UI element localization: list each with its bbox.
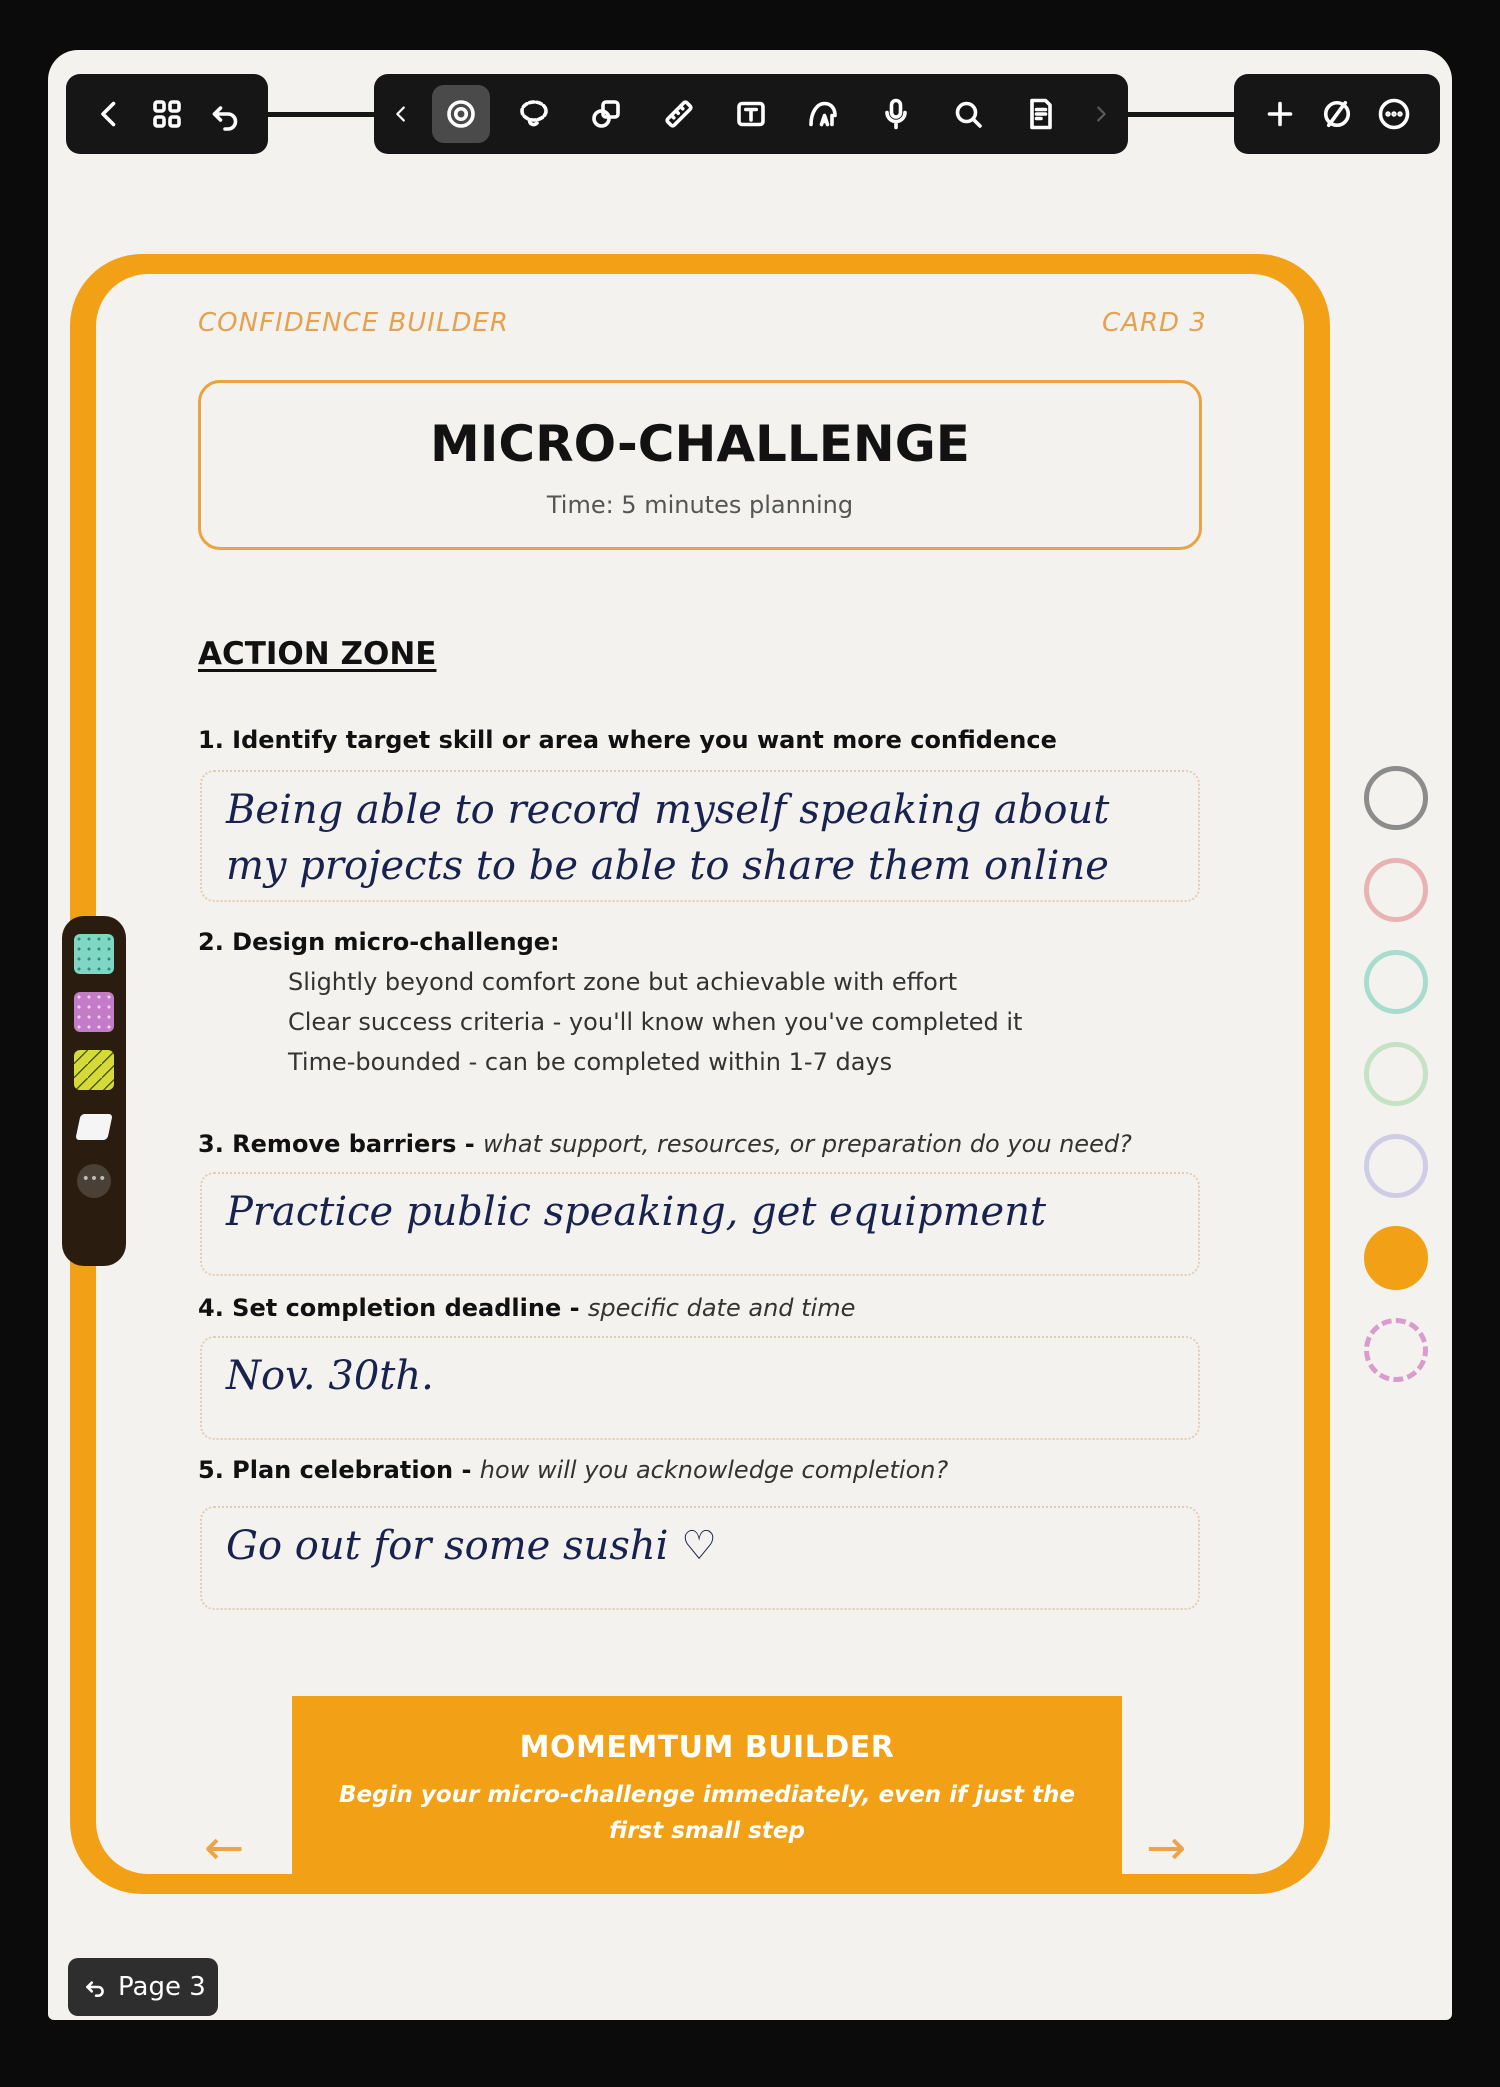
title-box: [198, 380, 1202, 550]
undo-icon: [207, 96, 243, 132]
answer-3-box[interactable]: [200, 1172, 1200, 1276]
question-4: [198, 1294, 855, 1322]
toolbar-right: [1234, 74, 1440, 154]
notebook-screen: [48, 50, 1452, 2020]
banner-title: MOMEMTUM BUILDER: [519, 1730, 895, 1765]
card-title: MICRO-CHALLENGE: [430, 415, 970, 473]
answer-4-handwriting: Nov. 30th.: [226, 1353, 434, 1399]
grid-icon: [149, 96, 185, 132]
answer-5-box[interactable]: [200, 1506, 1200, 1610]
disable-pen-button[interactable]: [1309, 85, 1366, 143]
return-icon: [82, 1974, 108, 2000]
no-pen-icon: [1319, 96, 1355, 132]
section-title: ACTION ZONE: [198, 636, 437, 672]
search-icon: [950, 96, 986, 132]
more-options-button[interactable]: [1365, 85, 1422, 143]
pen-color-pink[interactable]: [1364, 858, 1428, 922]
question-2-label: 2. Design micro-challenge:: [198, 928, 560, 956]
pen-color-teal[interactable]: [1364, 950, 1428, 1014]
criteria-3: Time-bounded - can be completed within 1-7 days: [288, 1048, 893, 1076]
plus-icon: [1262, 96, 1298, 132]
answer-5-handwriting: Go out for some sushi ♡: [226, 1523, 717, 1569]
page-indicator-button[interactable]: [68, 1958, 218, 2016]
sticker-palette: [62, 916, 126, 1266]
pen-color-orange[interactable]: [1364, 1226, 1428, 1290]
sticker-pattern-lime[interactable]: [74, 1050, 114, 1090]
pen-color-custom[interactable]: [1364, 1318, 1428, 1382]
chevron-left-icon: [390, 103, 412, 125]
back-button[interactable]: [80, 85, 138, 143]
page-indicator-label: Page 3: [118, 1972, 206, 2002]
chevron-right-icon: [1090, 103, 1112, 125]
answer-1-box[interactable]: [200, 770, 1200, 902]
toolbar-tools: [374, 74, 1128, 154]
banner-text: Begin your micro-challenge immediately, even if just the first small step: [339, 1782, 1075, 1844]
pen-tool-button[interactable]: [432, 85, 490, 143]
question-1-label: 1. Identify target skill or area where you want more confidence: [198, 726, 1057, 754]
ai-icon: [805, 96, 841, 132]
add-page-button[interactable]: [1252, 85, 1309, 143]
voice-tool-button[interactable]: [867, 85, 925, 143]
search-button[interactable]: [939, 85, 997, 143]
next-card-arrow-icon[interactable]: →: [1146, 1820, 1187, 1876]
question-5-hint: how will you acknowledge completion?: [479, 1456, 949, 1484]
microphone-icon: [878, 96, 914, 132]
question-1: [198, 726, 1057, 754]
time-label: Time: 5 minutes planning: [546, 491, 854, 519]
lasso-tool-button[interactable]: [505, 85, 563, 143]
toolbar-connector: [1128, 112, 1234, 117]
question-4-label: 4. Set completion deadline -: [198, 1294, 588, 1322]
chevron-left-icon: [91, 96, 127, 132]
reader-icon: [1023, 96, 1059, 132]
ruler-icon: [661, 96, 697, 132]
criteria-2: Clear success criteria - you'll know when you've completed it: [288, 1008, 1023, 1036]
card-category: CONFIDENCE BUILDER: [198, 308, 509, 338]
question-2: [198, 928, 560, 956]
pen-color-lavender[interactable]: [1364, 1134, 1428, 1198]
answer-4-box[interactable]: [200, 1336, 1200, 1440]
question-3-hint: what support, resources, or preparation do you need?: [483, 1130, 1132, 1158]
shapes-icon: [588, 96, 624, 132]
card-number: CARD 3: [1102, 308, 1207, 338]
sticker-pattern-purple[interactable]: [74, 992, 114, 1032]
question-3: [198, 1130, 1132, 1158]
answer-1-handwriting: Being able to record myself speaking about my projects to be able to share them online: [226, 787, 1110, 889]
text-tool-button[interactable]: [722, 85, 780, 143]
reader-button[interactable]: [1012, 85, 1070, 143]
pen-color-gray[interactable]: [1364, 766, 1428, 830]
shapes-tool-button[interactable]: [577, 85, 635, 143]
answer-3-handwriting: Practice public speaking, get equipment: [226, 1189, 1047, 1235]
pen-color-green[interactable]: [1364, 1042, 1428, 1106]
more-icon: [1376, 96, 1412, 132]
criteria-1: Slightly beyond comfort zone but achievable with effort: [288, 968, 958, 996]
toolbar-connector: [268, 112, 374, 117]
question-3-label: 3. Remove barriers -: [198, 1130, 484, 1158]
previous-card-arrow-icon[interactable]: ←: [204, 1820, 245, 1876]
question-5-label: 5. Plan celebration -: [198, 1456, 480, 1484]
question-4-hint: specific date and time: [587, 1294, 856, 1322]
momentum-banner: [292, 1696, 1122, 1876]
ruler-tool-button[interactable]: [650, 85, 708, 143]
eraser-icon[interactable]: [75, 1114, 113, 1140]
pen-icon: [443, 96, 479, 132]
page-overview-button[interactable]: [138, 85, 196, 143]
palette-more-icon[interactable]: •••: [77, 1164, 111, 1198]
toolbar-left: [66, 74, 268, 154]
sticker-dots-teal[interactable]: [74, 934, 114, 974]
question-5: [198, 1456, 948, 1484]
tools-scroll-left-button[interactable]: [384, 85, 418, 143]
lasso-icon: [516, 96, 552, 132]
undo-button[interactable]: [196, 85, 254, 143]
ai-tool-button[interactable]: [794, 85, 852, 143]
text-box-icon: [733, 96, 769, 132]
tools-scroll-right-button[interactable]: [1084, 85, 1118, 143]
